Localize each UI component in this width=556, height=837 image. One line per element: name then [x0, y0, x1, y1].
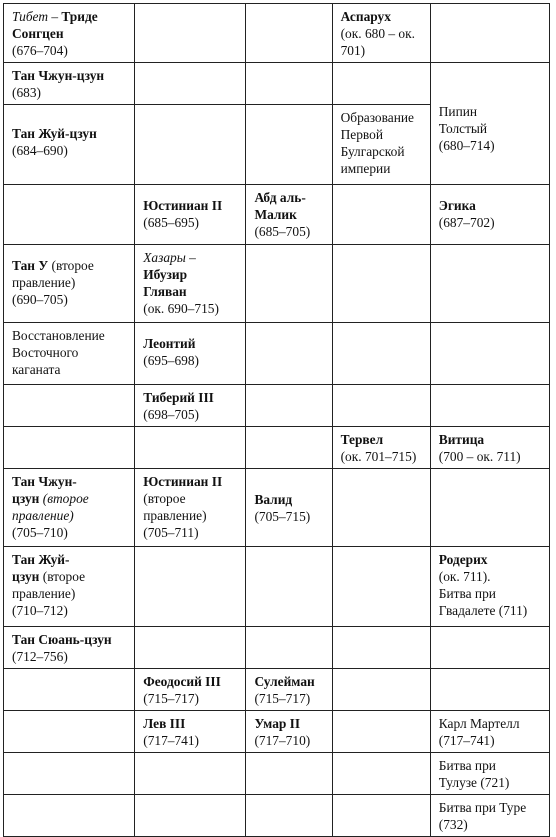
ruler-name: Валид — [254, 492, 293, 507]
event-text: Первой — [340, 127, 383, 142]
ruler-name: Тан Чжун-цзун — [12, 68, 105, 83]
cell-r13-c5 — [430, 753, 549, 795]
cell-r1-c4 — [332, 63, 430, 105]
cell-r10-c4 — [332, 627, 430, 669]
cell-r13-c2 — [135, 753, 246, 795]
table-row — [4, 4, 550, 63]
cell-r8-c5 — [430, 469, 549, 547]
reign-dates: (ок. 701–715) — [340, 449, 417, 464]
reign-dates: (683) — [12, 85, 42, 100]
cell-r9-c2 — [135, 547, 246, 627]
reign-note: правление) — [143, 508, 207, 523]
ruler-name: Юстиниан II — [143, 474, 223, 489]
cell-r12-c1 — [4, 711, 135, 753]
reign-dates: (710–712) — [12, 603, 68, 618]
cell-r6-c3 — [246, 385, 332, 427]
cell-r12-c4 — [332, 711, 430, 753]
ruler-name: Пипин — [438, 103, 478, 119]
cell-r0-c4 — [332, 4, 430, 63]
reign-note: правление) — [12, 586, 76, 601]
realm-label: Тибет — [12, 9, 48, 24]
reign-dates: (685–695) — [143, 215, 200, 230]
ruler-name: Эгика — [438, 198, 476, 213]
cell-r6-c5 — [430, 385, 549, 427]
cell-r6-c1 — [4, 385, 135, 427]
reign-note: правление) — [12, 275, 76, 290]
table-row — [4, 385, 550, 427]
ruler-name: Толстый — [438, 120, 488, 136]
reign-note: (второе — [143, 491, 186, 506]
ruler-name: Тан Сюань-цзун — [12, 632, 112, 647]
reign-dates: (695–698) — [143, 353, 200, 368]
cell-r9-c1 — [4, 547, 135, 627]
reign-dates: 701) — [340, 43, 366, 58]
event-text: Образование — [340, 110, 414, 125]
event-text: Битва при — [438, 586, 496, 601]
table-row — [4, 669, 550, 711]
cell-r5-c5 — [430, 323, 549, 385]
ruler-name: Юстиниан II — [143, 198, 223, 213]
event-text: (732) — [438, 817, 468, 832]
reign-dates: (705–710) — [12, 525, 68, 540]
ruler-name: Малик — [254, 207, 297, 222]
ruler-name: Родерих — [438, 552, 488, 567]
event-text: Булгарской — [340, 144, 405, 159]
event-text: Восстановление — [12, 328, 105, 343]
cell-r10-c5 — [430, 627, 549, 669]
ruler-name: Карл Мартелл — [438, 716, 520, 731]
table-row — [4, 63, 550, 105]
ruler-name: Тан Чжун- — [12, 474, 77, 489]
cell-r13-c4 — [332, 753, 430, 795]
cell-r7-c3 — [246, 427, 332, 469]
ruler-name: Гляван — [143, 284, 187, 299]
cell-r2-c3 — [246, 105, 332, 185]
ruler-name: Аспарух — [340, 9, 391, 24]
cell-r4-c1 — [4, 245, 135, 323]
event-text: Тулузе (721) — [438, 775, 510, 790]
cell-r3-c1 — [4, 185, 135, 245]
reign-dates: (680–714) — [438, 137, 495, 153]
reign-dates: (715–717) — [254, 691, 311, 706]
cell-r14-c5 — [430, 795, 549, 837]
cell-r14-c1 — [4, 795, 135, 837]
cell-r0-c3 — [246, 4, 332, 63]
ruler-name: Умар II — [254, 716, 301, 731]
cell-r11-c5 — [430, 669, 549, 711]
cell-r2-c4 — [332, 105, 430, 185]
cell-r14-c2 — [135, 795, 246, 837]
cell-r1-c5 — [430, 63, 549, 185]
reign-dates: (ок. 680 – ок. — [340, 26, 415, 41]
reign-dates: (ок. 711). — [438, 569, 491, 584]
cell-r10-c3 — [246, 627, 332, 669]
ruler-name: Лев III — [143, 716, 186, 731]
event-text: империи — [340, 161, 391, 176]
reign-note: (второе — [39, 491, 89, 506]
ruler-name: Триде — [61, 9, 98, 24]
cell-r0-c5 — [430, 4, 549, 63]
cell-r3-c4 — [332, 185, 430, 245]
cell-r4-c4 — [332, 245, 430, 323]
cell-r14-c3 — [246, 795, 332, 837]
cell-r8-c2 — [135, 469, 246, 547]
reign-dates: (712–756) — [12, 649, 68, 664]
ruler-name: Ибузир — [143, 267, 188, 282]
cell-r7-c2 — [135, 427, 246, 469]
ruler-name: Сонгцен — [12, 26, 64, 41]
ruler-name: Тан У — [12, 258, 49, 273]
reign-dates: (705–711) — [143, 525, 199, 540]
ruler-name: цзун — [12, 491, 40, 506]
cell-r9-c3 — [246, 547, 332, 627]
cell-r4-c5 — [430, 245, 549, 323]
reign-note: (второе — [48, 258, 94, 273]
cell-r4-c3 — [246, 245, 332, 323]
cell-r3-c5 — [430, 185, 549, 245]
table-row — [4, 753, 550, 795]
reign-dates: (ок. 690–715) — [143, 301, 219, 316]
cell-r7-c4 — [332, 427, 430, 469]
cell-r8-c1 — [4, 469, 135, 547]
table-row — [4, 323, 550, 385]
cell-r4-c2 — [135, 245, 246, 323]
table-row — [4, 427, 550, 469]
reign-note: (второе — [39, 569, 86, 584]
ruler-name: Тиберий III — [143, 390, 214, 405]
cell-r8-c3 — [246, 469, 332, 547]
dash: – — [48, 9, 62, 24]
realm-label: Хазары — [143, 250, 186, 265]
ruler-name: Леонтий — [143, 336, 196, 351]
ruler-name: Витица — [438, 432, 485, 447]
table-row — [4, 185, 550, 245]
cell-r12-c3 — [246, 711, 332, 753]
cell-r10-c1 — [4, 627, 135, 669]
reign-dates: (715–717) — [143, 691, 200, 706]
reign-dates: (717–741) — [143, 733, 200, 748]
cell-r7-c1 — [4, 427, 135, 469]
table-row — [4, 795, 550, 837]
cell-r5-c2 — [135, 323, 246, 385]
cell-r3-c2 — [135, 185, 246, 245]
chronology-table — [3, 3, 550, 837]
table-row — [4, 711, 550, 753]
cell-r11-c4 — [332, 669, 430, 711]
table-row — [4, 245, 550, 323]
event-text: Восточного — [12, 345, 79, 360]
cell-r5-c3 — [246, 323, 332, 385]
reign-dates: (698–705) — [143, 407, 200, 422]
cell-r10-c2 — [135, 627, 246, 669]
event-text: каганата — [12, 362, 61, 377]
reign-dates: (684–690) — [12, 143, 68, 158]
reign-dates: (690–705) — [12, 292, 68, 307]
cell-r2-c2 — [135, 105, 246, 185]
cell-r1-c3 — [246, 63, 332, 105]
cell-r12-c2 — [135, 711, 246, 753]
cell-r6-c2 — [135, 385, 246, 427]
table-row — [4, 547, 550, 627]
ruler-name: Абд аль- — [254, 190, 306, 205]
ruler-name: Тан Жуй-цзун — [12, 126, 97, 141]
cell-r14-c4 — [332, 795, 430, 837]
ruler-name: Тан Жуй- — [12, 552, 70, 567]
cell-r9-c4 — [332, 547, 430, 627]
reign-dates: (687–702) — [438, 215, 495, 230]
cell-r5-c4 — [332, 323, 430, 385]
cell-r13-c3 — [246, 753, 332, 795]
event-text: Битва при — [438, 758, 496, 773]
cell-r1-c2 — [135, 63, 246, 105]
ruler-name: Феодосий III — [143, 674, 221, 689]
cell-r9-c5 — [430, 547, 549, 627]
event-text: Гвадалете (711) — [438, 603, 528, 618]
cell-r8-c4 — [332, 469, 430, 547]
cell-r3-c3 — [246, 185, 332, 245]
cell-r1-c1 — [4, 63, 135, 105]
table-row — [4, 469, 550, 547]
cell-r11-c2 — [135, 669, 246, 711]
cell-r12-c5 — [430, 711, 549, 753]
reign-dates: (700 – ок. 711) — [438, 449, 521, 464]
reign-dates: (717–741) — [438, 733, 495, 748]
cell-r0-c1 — [4, 4, 135, 63]
cell-r13-c1 — [4, 753, 135, 795]
reign-dates: (685–705) — [254, 224, 311, 239]
cell-r6-c4 — [332, 385, 430, 427]
table-row — [4, 627, 550, 669]
reign-dates: (676–704) — [12, 43, 68, 58]
reign-note: правление) — [12, 508, 74, 523]
cell-r7-c5 — [430, 427, 549, 469]
cell-r11-c1 — [4, 669, 135, 711]
cell-r0-c2 — [135, 4, 246, 63]
reign-dates: (705–715) — [254, 509, 311, 524]
dash: – — [185, 250, 196, 265]
cell-r11-c3 — [246, 669, 332, 711]
cell-r2-c1 — [4, 105, 135, 185]
ruler-name: Тервел — [340, 432, 384, 447]
ruler-name: цзун — [12, 569, 40, 584]
cell-r5-c1 — [4, 323, 135, 385]
ruler-name: Сулейман — [254, 674, 315, 689]
event-text: Битва при Туре — [438, 800, 527, 815]
reign-dates: (717–710) — [254, 733, 311, 748]
